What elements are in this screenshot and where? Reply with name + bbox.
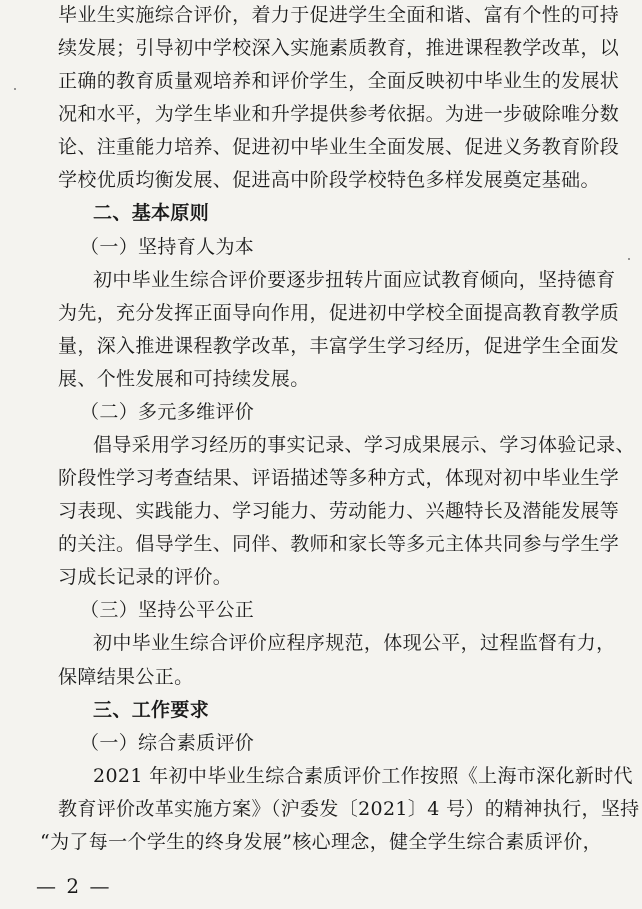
paragraph-line: 习表现、实践能力、学习能力、劳动能力、兴趣特长及潜能发展等	[58, 500, 620, 523]
paragraph-line: 教育评价改革实施方案》（沪委发〔2021〕4 号）的精神执行，坚持	[58, 797, 640, 820]
paragraph-line: 为先，充分发挥正面导向作用，促进初中学校全面提高教育教学质	[58, 301, 620, 324]
subsection-title: （一）坚持育人为本	[80, 235, 255, 258]
paragraph-line: 论、注重能力培养、促进初中毕业生全面发展、促进义务教育阶段	[58, 136, 620, 159]
paragraph-line: 毕业生实施综合评价，着力于促进学生全面和谐、富有个性的可持	[58, 4, 620, 26]
paragraph-line: 习成长记录的评价。	[58, 566, 233, 589]
paragraph-line: 况和水平，为学生毕业和升学提供参考依据。为进一步破除唯分数	[58, 103, 620, 126]
paragraph-line: 倡导采用学习经历的事实记录、学习成果展示、学习体验记录、	[93, 434, 635, 456]
paragraph-line: 续发展；引导初中学校深入实施素质教育，推进课程教学改革，以	[58, 37, 620, 60]
paragraph-line: 初中毕业生综合评价要逐步扭转片面应试教育倾向，坚持德育	[93, 268, 616, 291]
scan-speck	[14, 88, 16, 90]
paragraph-line: 量，深入推进课程教学改革，丰富学生学习经历，促进学生全面发	[58, 334, 620, 357]
section-heading: 二、基本原则	[93, 202, 210, 225]
paragraph-line: 的关注。倡导学生、同伴、教师和家长等多元主体共同参与学生学	[58, 533, 620, 556]
paragraph-line: 阶段性学习考查结果、评语描述等多种方式，体现对初中毕业生学	[58, 467, 620, 490]
paragraph-line: 学校优质均衡发展、促进高中阶段学校特色多样发展奠定基础。	[58, 169, 600, 192]
paragraph-line: 2021 年初中毕业生综合素质评价工作按照《上海市深化新时代	[93, 764, 633, 787]
page-number: — 2 —	[36, 874, 112, 898]
section-heading: 三、工作要求	[93, 698, 210, 721]
paragraph-line: 保障结果公正。	[58, 665, 194, 688]
subsection-title: （一）综合素质评价	[80, 731, 255, 754]
paragraph-line: 正确的教育质量观培养和评价学生，全面反映初中毕业生的发展状	[58, 70, 620, 93]
paragraph-line: 展、个性发展和可持续发展。	[58, 367, 310, 390]
subsection-title: （三）坚持公平公正	[80, 599, 255, 622]
scan-speck	[628, 258, 630, 260]
paragraph-line: “为了每一个学生的终身发展”核心理念，健全学生综合素质评价，	[40, 830, 602, 853]
paragraph-line: 初中毕业生综合评价应程序规范，体现公平，过程监督有力，	[93, 632, 616, 655]
subsection-title: （二）多元多维评价	[80, 400, 255, 423]
